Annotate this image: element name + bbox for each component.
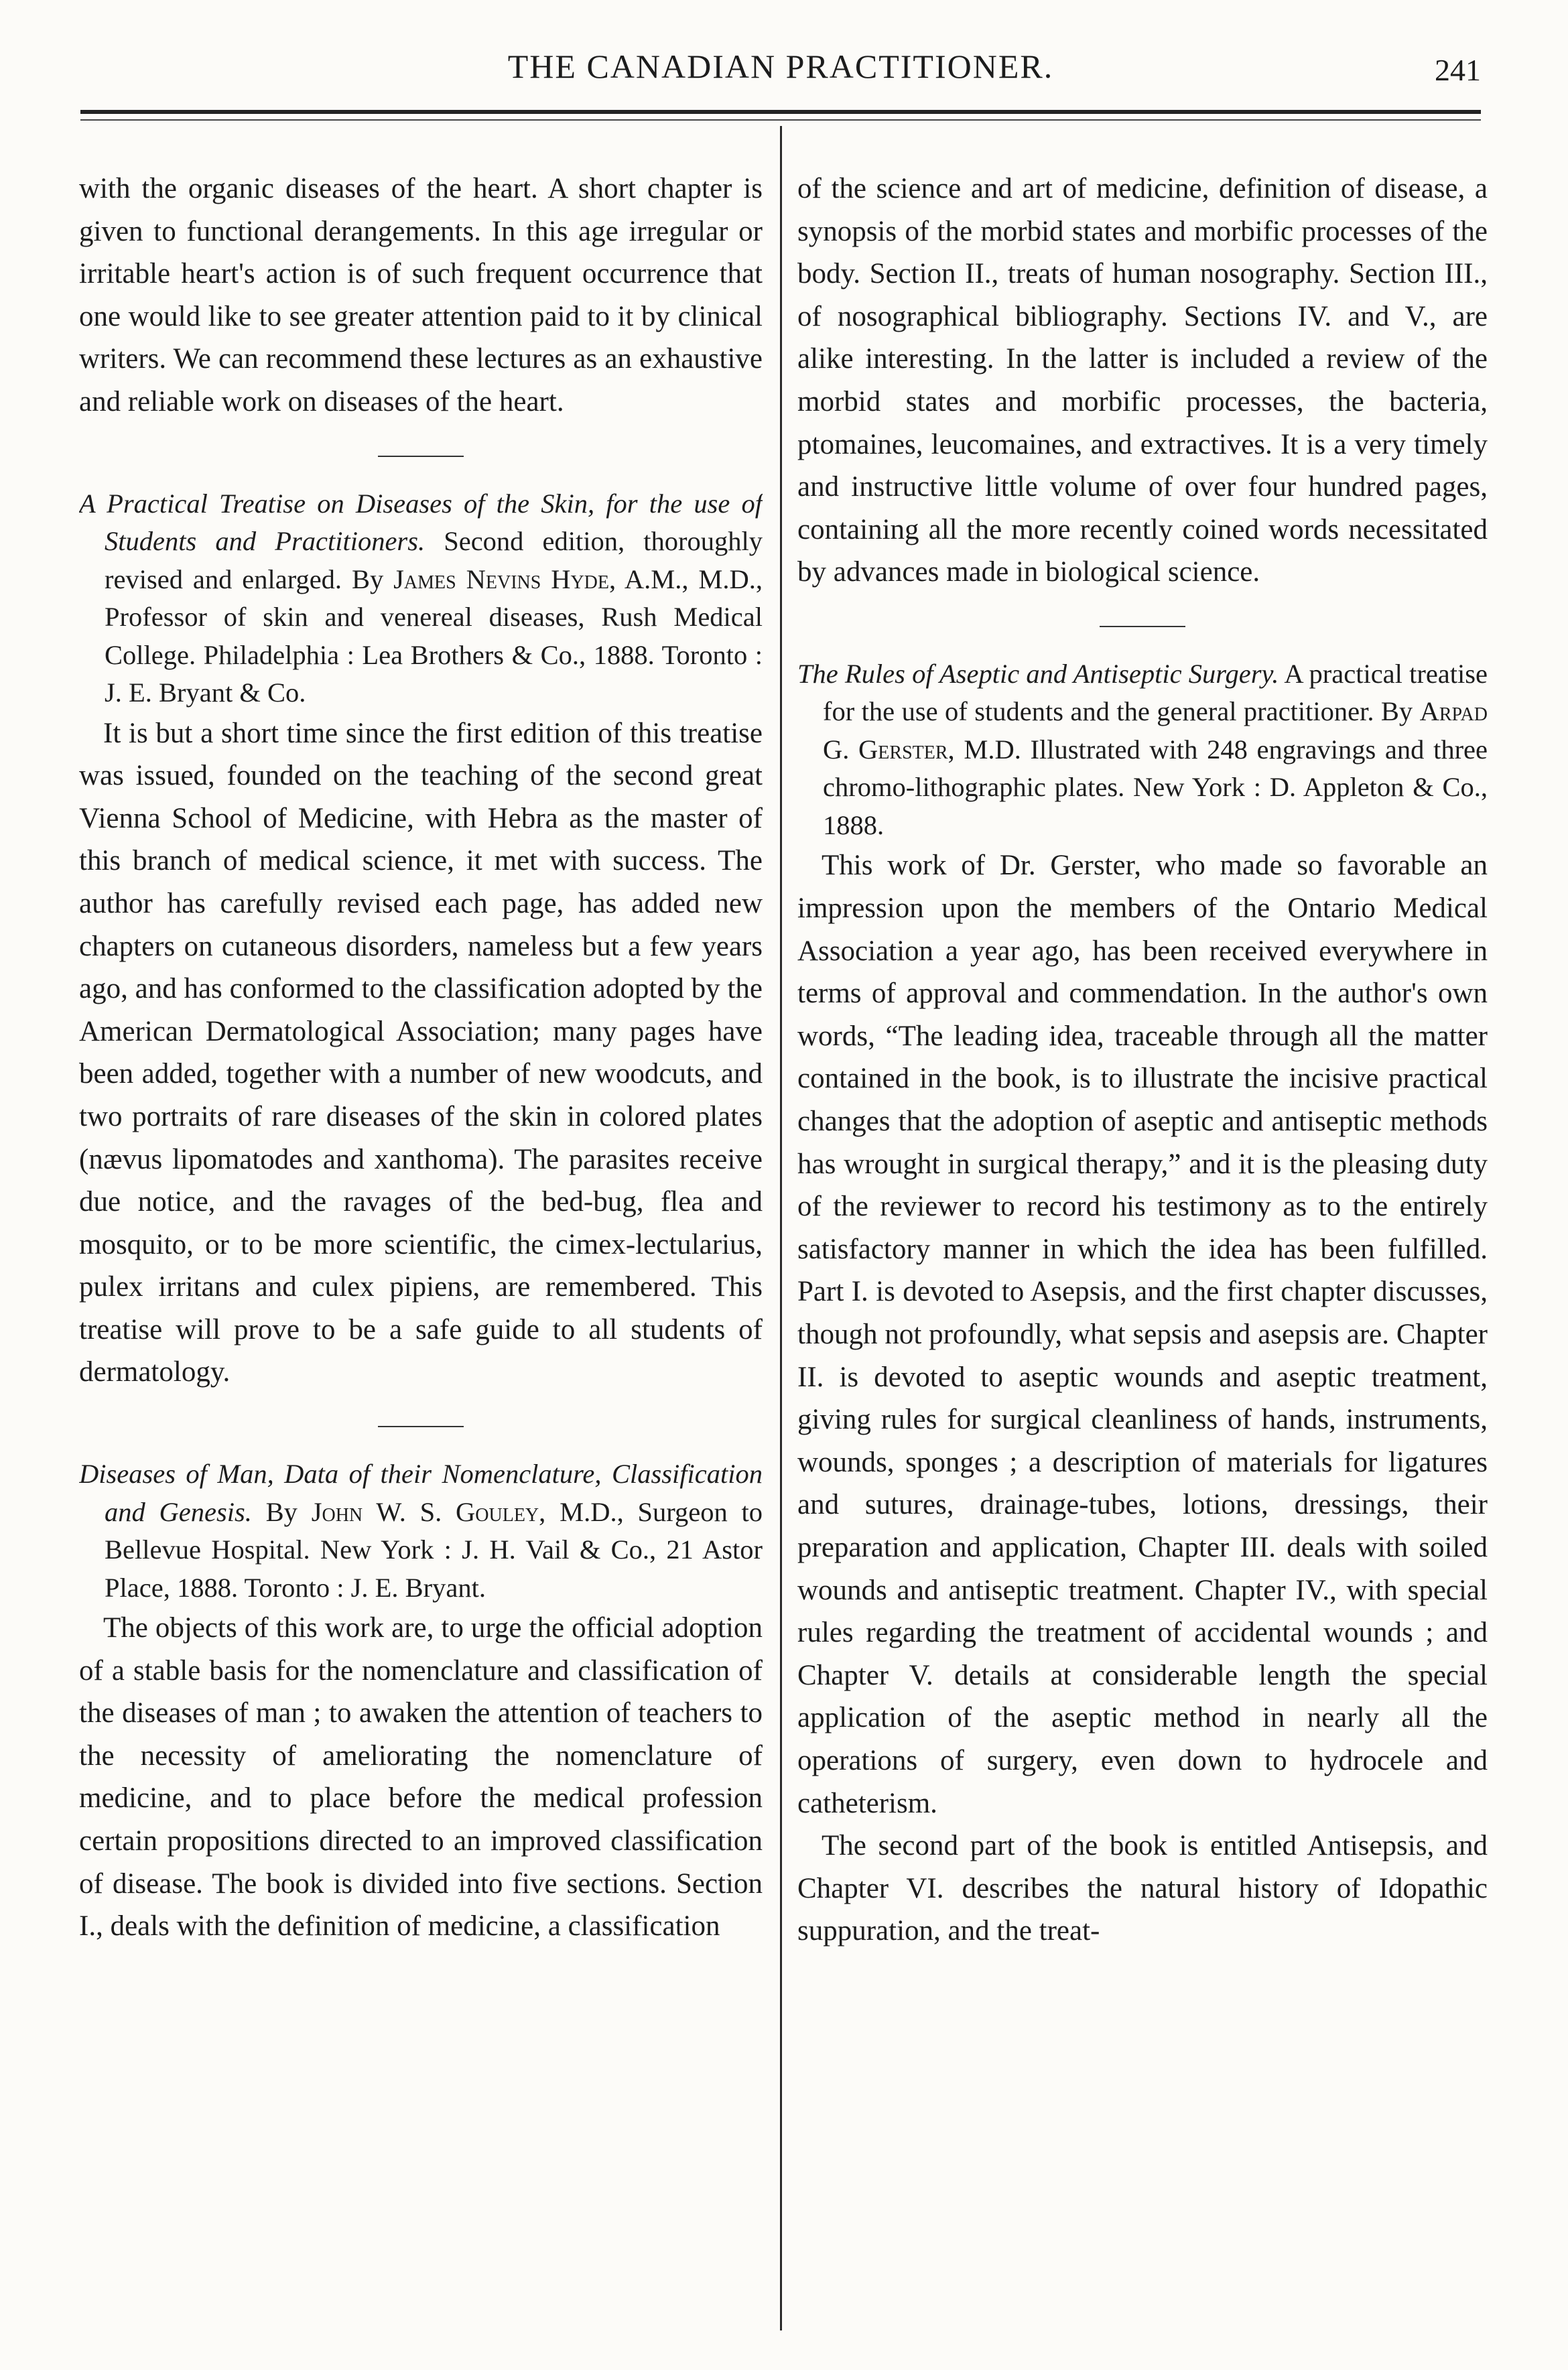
diseases-of-man-review-continued: of the science and art of medicine, definition of disease, a synopsis of the morbid states and morbific processes of the body. Section II., treats of human nosography. Section III., of nosographical bibliography. Sections IV. and V., are alike interesting. In the latter is included a review of the morbid states and morbific processes, the bacteria, ptomaines, leucomaines, and extractives. It is a very timely and instructive little volume of over four hundred pages, containing all the more recently coined words necessitated by advances made in biological science. — [797, 173, 1488, 588]
skin-treatise-citation — [79, 485, 763, 712]
left-column — [79, 168, 763, 2332]
continued-review-text: with the organic diseases of the heart. A short chapter is given to functional derangements. In this age irregular or irritable heart's action is of such frequent occurrence that one would like to see greater attention paid to it by clinical writers. We can recommend these lectures as an exhaustive and reliable work on diseases of the heart. — [79, 173, 763, 417]
skin-treatise-title: A Practical Treatise on Diseases of the Skin, for the use of Students and Practitioners. — [79, 488, 763, 557]
header-rule-thick — [80, 110, 1481, 114]
aseptic-surgery-review-part2: The second part of the book is entitled Antisepsis, and Chapter VI. describes the natural history of Idopathic suppuration, and the treat- — [797, 1830, 1488, 1947]
aseptic-surgery-review: This work of Dr. Gerster, who made so favorable an impression upon the members of the Ontario Medical Association a year ago, has been received everywhere in terms of approval and commendation. In the author's own words, “The leading idea, traceable through all the matter contained in the book, is to illustrate the incisive practical changes that the adoption of aseptic and antiseptic methods has wrought in surgical therapy,” and it is the pleasing duty of the reviewer to record his testimony as to the entirely satisfactory manner in which the idea has been fulfilled. Part I. is devoted to Asepsis, and the first chapter discusses, though not profoundly, what sepsis and asepsis are. Chapter II. is devoted to aseptic wounds and aseptic treatment, giving rules for surgical cleanliness of hands, instruments, wounds, sponges ; a description of materials for ligatures and sutures, drainage-tubes, lotions, dressings, their preparation and application, Chapter III. deals with soiled wounds and antiseptic treatment. Chapter IV., with special rules regarding the treatment of accidental wounds ; and Chapter V. details at considerable length the special application of the aseptic method in nearly all the operations of surgery, even down to hydrocele and catheterism. — [797, 850, 1488, 1819]
diseases-of-man-review: The objects of this work are, to urge the official adoption of a stable basis for the nomenclature and classification of the diseases of man ; to awaken the attention of teachers to the necessity of ameliorating the nomenclature of medicine, and to place before the medical profession certain propositions directed to an improved classification of disease. The book is divided into five sections. Section I., deals with the definition of medicine, a classification — [79, 1612, 763, 1943]
aseptic-surgery-citation — [797, 655, 1488, 845]
diseases-of-man-title: Diseases of Man, Data of their Nomenclature, Classification and Genesis. — [79, 1459, 763, 1527]
skin-treatise-citation-b: A.M., M.D., Professor of skin and venereal diseases, Rush Medical College. Philadelphia : Lea Brothers & Co., 1888. Toronto : J. E. Bryant & Co. — [105, 564, 763, 708]
header-rule-thin — [80, 119, 1481, 121]
skin-treatise-citation-a: Second edition, thoroughly revised and enlarged. By — [105, 526, 763, 594]
page-number: 241 — [1435, 53, 1481, 87]
running-header — [80, 47, 1481, 111]
right-column — [797, 168, 1488, 2332]
skin-treatise-author: James Nevins Hyde, — [393, 564, 616, 594]
diseases-of-man-citation-a: By — [265, 1496, 298, 1527]
aseptic-surgery-title: The Rules of Aseptic and Antiseptic Surgery. — [797, 658, 1279, 689]
diseases-of-man-citation-b: M.D., Surgeon to Bellevue Hospital. New York : J. H. Vail & Co., 21 Astor Place, 1888. Toronto : J. E. Bryant. — [105, 1496, 763, 1603]
column-divider — [780, 126, 782, 2330]
diseases-of-man-citation — [79, 1455, 763, 1607]
aseptic-surgery-citation-b: M.D. Illustrated with 248 engravings and three chromo-lithographic plates. New York : D. Appleton & Co., 1888. — [823, 734, 1488, 840]
aseptic-surgery-author: Arpad G. Gerster, — [823, 696, 1488, 765]
aseptic-surgery-citation-a: A practical treatise for the use of students and the general practitioner. By — [823, 658, 1488, 727]
section-separator — [378, 456, 464, 457]
section-separator — [378, 1426, 464, 1427]
skin-treatise-review: It is but a short time since the first edition of this treatise was issued, founded on the teaching of the second great Vienna School of Medicine, with Hebra as the master of this branch of medical science, it met with success. The author has carefully revised each page, has added new chapters on cutaneous disorders, nameless but a few years ago, and has conformed to the classification adopted by the American Dermatological Association; many pages have been added, together with a number of new woodcuts, and two portraits of rare diseases of the skin in colored plates (nævus lipomatodes and xanthoma). The parasites receive due notice, and the ravages of the bed-bug, flea and mosquito, or to be more scientific, the cimex-lectularius, pulex irritans and culex pipiens, are remembered. This treatise will prove to be a safe guide to all students of dermatology. — [79, 717, 763, 1388]
diseases-of-man-author: John W. S. Gouley, — [311, 1496, 546, 1527]
section-separator — [1100, 626, 1185, 627]
journal-title: THE CANADIAN PRACTITIONER. — [507, 48, 1054, 85]
